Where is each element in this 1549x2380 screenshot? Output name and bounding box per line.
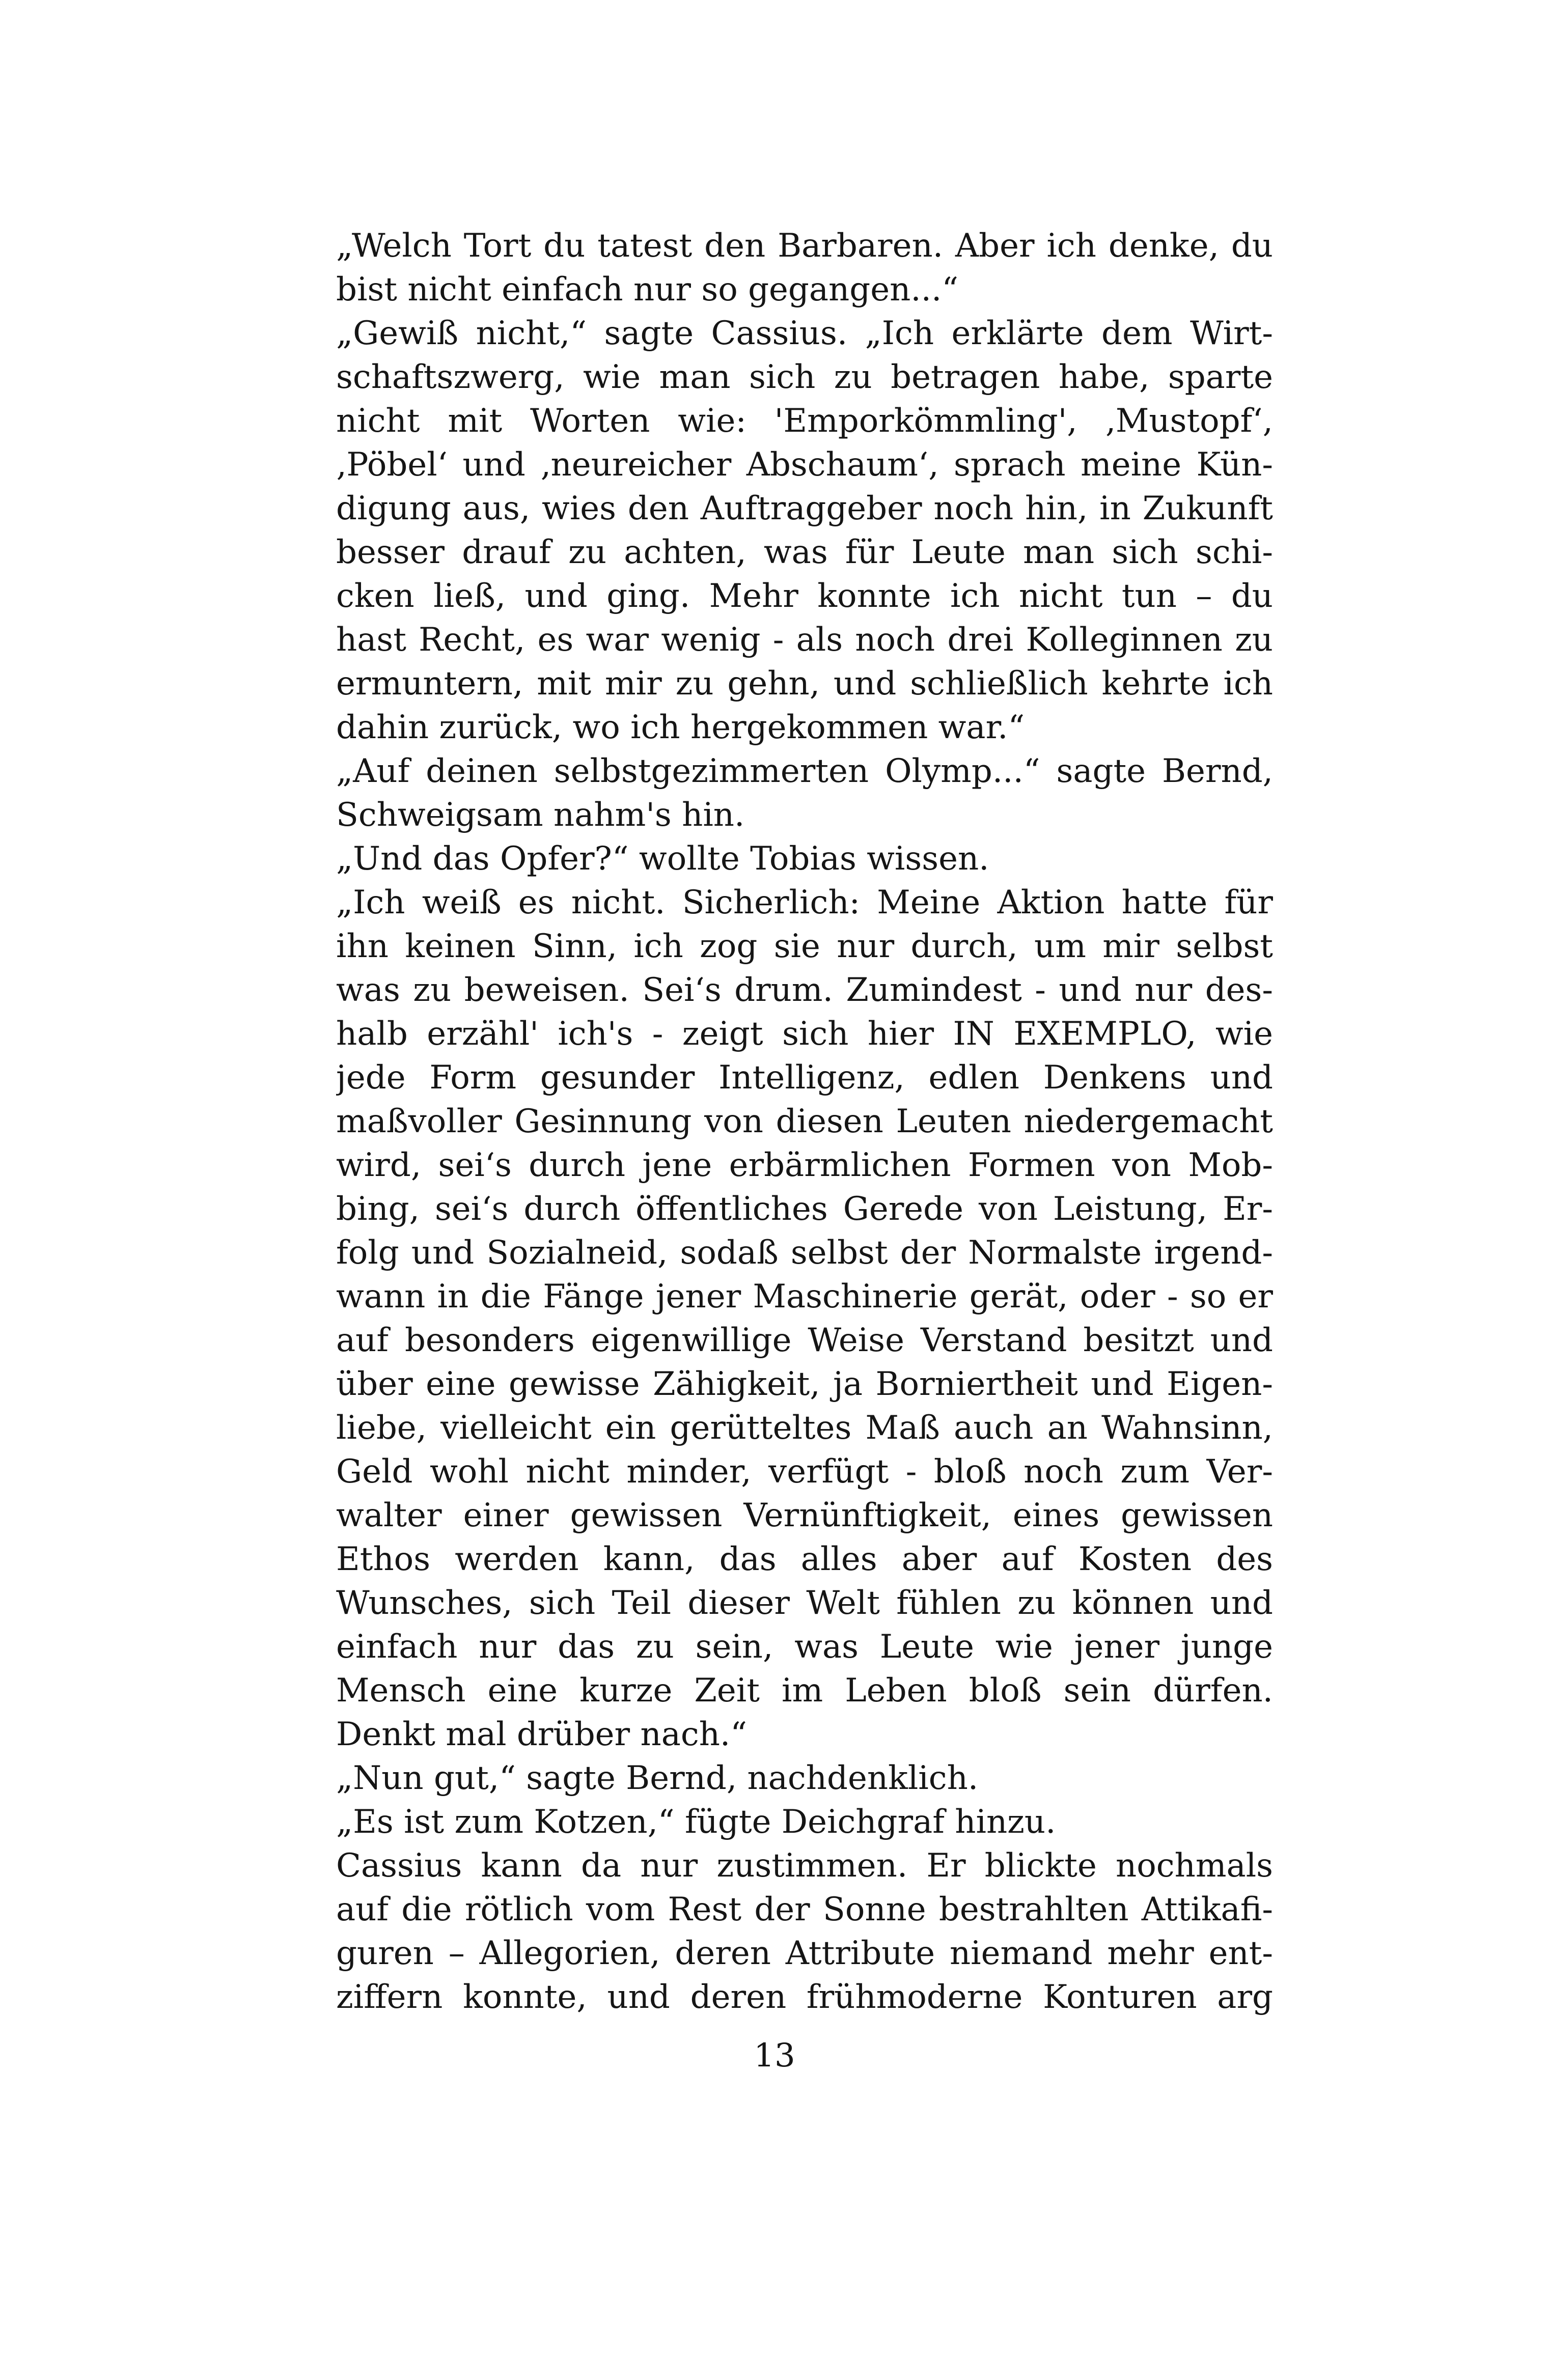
text-line: ihn keinen Sinn, ich zog sie nur durch, um mir selbst [336,928,1273,965]
text-line: über eine gewisse Zähigkeit, ja Borniertheit und Eigen- [336,1365,1273,1403]
text-line: „Auf deinen selbstgezimmerten Olymp...“ sagte Bernd, [336,752,1273,790]
text-line: auf besonders eigenwillige Weise Verstand besitzt und [336,1322,1273,1359]
text-line: „Es ist zum Kotzen,“ fügte Deichgraf hinzu. [336,1803,1056,1841]
text-line: jede Form gesunder Intelligenz, edlen Denkens und [336,1059,1273,1097]
text-line: auf die rötlich vom Rest der Sonne bestrahlten Attikafi- [336,1891,1273,1928]
text-line: Schweigsam nahm's hin. [336,796,745,834]
text-line: Wunsches, sich Teil dieser Welt fühlen zu können und [336,1584,1273,1622]
text-line: „Welch Tort du tatest den Barbaren. Aber ich denke, du [336,227,1273,265]
body-text [336,224,1273,2019]
text-line: schaftszwerg, wie man sich zu betragen habe, sparte [336,358,1273,396]
text-line: nicht mit Worten wie: 'Emporkömmling', ‚Mustopf‘, [336,402,1273,440]
text-line: hast Recht, es war wenig - als noch drei Kolleginnen zu [336,621,1273,659]
text-line: Cassius kann da nur zustimmen. Er blickte nochmals [336,1847,1273,1885]
page-number: 13 [754,2037,795,2075]
text-line: folg und Sozialneid, sodaß selbst der Normalste irgend- [336,1234,1273,1272]
text-line: „Gewiß nicht,“ sagte Cassius. „Ich erklärte dem Wirt- [336,315,1273,352]
text-line: ermuntern, mit mir zu gehn, und schließlich kehrte ich [336,665,1273,703]
text-line: cken ließ, und ging. Mehr konnte ich nicht tun – du [336,577,1273,615]
text-line: walter einer gewissen Vernünftigkeit, eines gewissen [336,1497,1273,1534]
text-line: ‚Pöbel‘ und ‚neureicher Abschaum‘, sprach meine Kün- [336,446,1273,484]
text-line: besser drauf zu achten, was für Leute man sich schi- [336,534,1273,571]
text-line: „Und das Opfer?“ wollte Tobias wissen. [336,840,989,878]
text-line: dahin zurück, wo ich hergekommen war.“ [336,709,1025,746]
text-line: wann in die Fänge jener Maschinerie gerät, oder - so er [336,1278,1273,1315]
text-line: „Nun gut,“ sagte Bernd, nachdenklich. [336,1759,979,1797]
text-line: maßvoller Gesinnung von diesen Leuten niedergemacht [336,1103,1273,1140]
text-line: liebe, vielleicht ein gerütteltes Maß auch an Wahnsinn, [336,1409,1273,1447]
text-line: ziffern konnte, und deren frühmoderne Konturen arg [336,1978,1273,2016]
text-line: halb erzähl' ich's - zeigt sich hier IN EXEMPLO, wie [336,1015,1273,1053]
text-line: was zu beweisen. Sei‘s drum. Zumindest - und nur des- [336,971,1273,1009]
text-line: Geld wohl nicht minder, verfügt - bloß noch zum Ver- [336,1453,1273,1491]
text-line: Mensch eine kurze Zeit im Leben bloß sein dürfen. [336,1672,1273,1710]
text-line: guren – Allegorien, deren Attribute niemand mehr ent- [336,1935,1273,1972]
text-line: wird, sei‘s durch jene erbärmlichen Formen von Mob- [336,1146,1273,1184]
text-line: bist nicht einfach nur so gegangen...“ [336,271,959,309]
text-line: bing, sei‘s durch öffentliches Gerede von Leistung, Er- [336,1190,1273,1228]
text-line: einfach nur das zu sein, was Leute wie jener junge [336,1628,1273,1666]
text-line: „Ich weiß es nicht. Sicherlich: Meine Aktion hatte für [336,884,1273,921]
text-line: digung aus, wies den Auftraggeber noch hin, in Zukunft [336,490,1273,527]
text-line: Denkt mal drüber nach.“ [336,1716,747,1753]
text-line: Ethos werden kann, das alles aber auf Kosten des [336,1541,1273,1578]
